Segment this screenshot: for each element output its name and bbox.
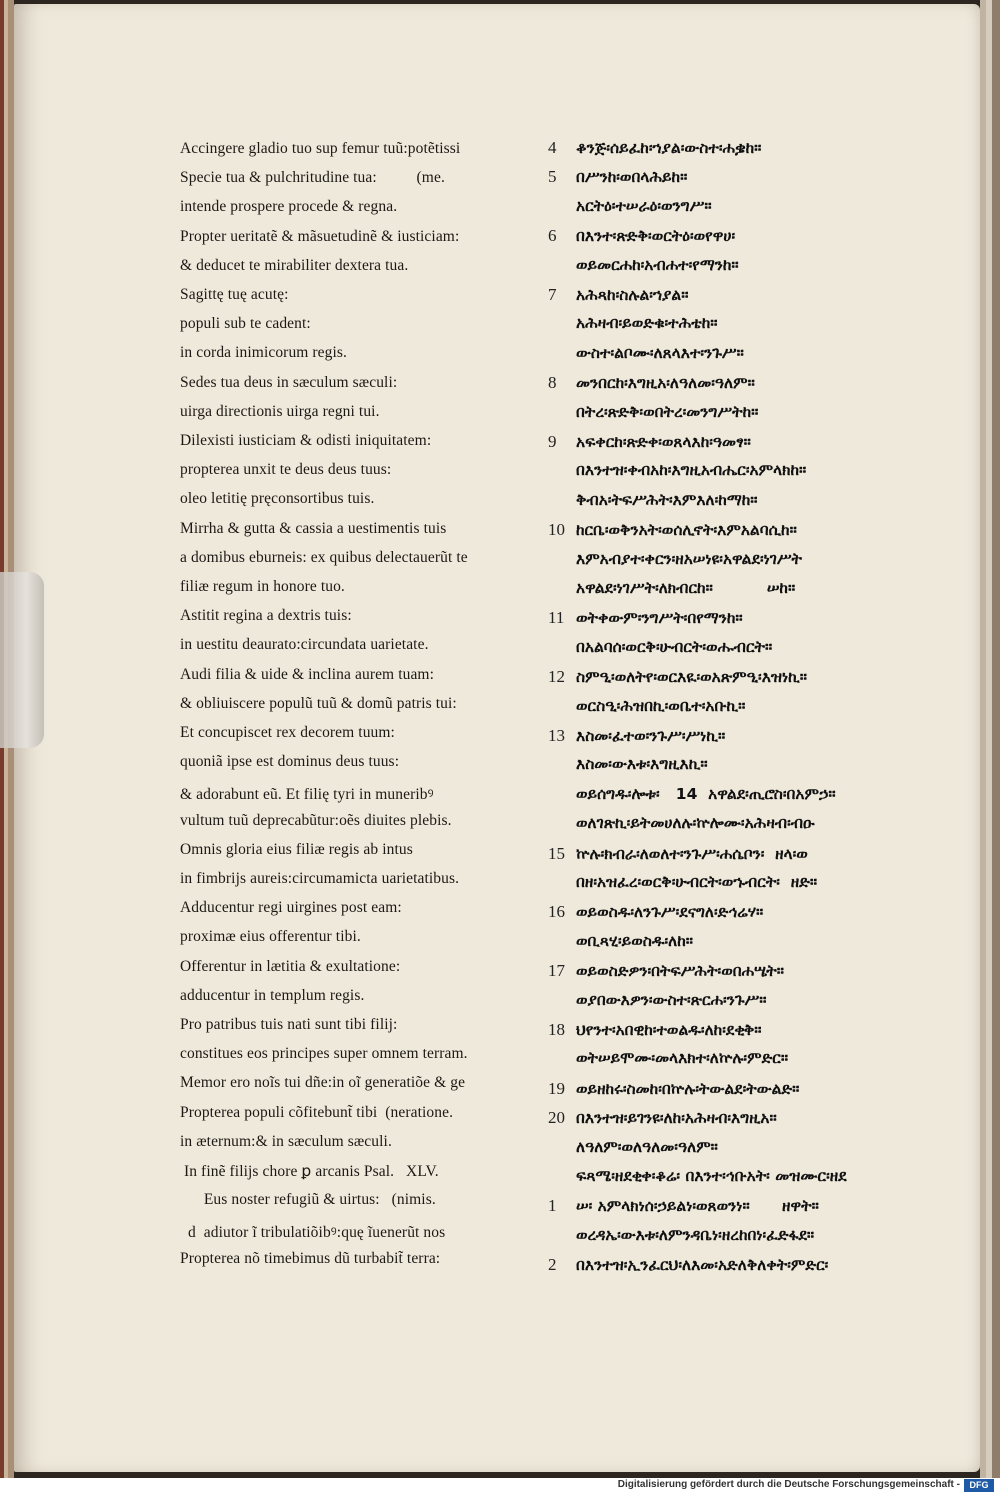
- latin-line: in fimbrijs aureis:circumamicta uarietatibus.: [180, 870, 460, 887]
- page-clip: [0, 572, 44, 748]
- geez-line: [548, 991, 978, 1010]
- geez-line: [548, 697, 978, 716]
- geez-text: በአልባሰ፡ወርቅ፡ሁብርት፡ወሑብርት።: [576, 637, 773, 656]
- latin-line: & obliuiscere populũ tuũ & domũ patris tui:: [180, 694, 457, 712]
- geez-line: [548, 1049, 978, 1068]
- latin-line: Mirrha & gutta & cassia a uestimentis tuis: [180, 519, 447, 537]
- geez-text: ወይወስዱ፡ለንጉሥ፡ደናግለ፡ድኅሬሃ።: [576, 903, 764, 922]
- verse-number: 13: [548, 726, 565, 745]
- verse-number: 6: [548, 226, 557, 246]
- geez-line: [548, 314, 978, 333]
- geez-line: [548, 638, 978, 657]
- geez-line: [548, 491, 978, 510]
- verse-number: 10: [548, 520, 565, 540]
- geez-line: [548, 1226, 978, 1245]
- latin-line: & adorabunt eũ. Et filię tyri in muneribꝰ: [180, 786, 434, 804]
- geez-text: ወይዘከሩ፡ስመከ፡በኵሉ፡ትውልደ፡ትውልድ።: [576, 1079, 800, 1098]
- latin-line: d adiutor ĩ tribulatiõibꝰ:quę ĩuenerũt nos: [180, 1224, 446, 1242]
- verse-number: 12: [548, 667, 565, 687]
- geez-text: እምአብያተ፡ቀርን፡ዘአሠነዩ፡አዋልደ፡ነገሥት: [576, 549, 803, 568]
- latin-line: Propter ueritatẽ & mãsuetudinẽ & iusticiam:: [180, 227, 460, 245]
- geez-line: [548, 285, 978, 305]
- geez-text: ወትቀውም፡ንግሥት፡በየማንከ።: [576, 609, 743, 628]
- latin-line: propterea unxit te deus deus tuus:: [180, 461, 392, 479]
- verse-number: 1: [548, 1196, 557, 1216]
- verse-number: 20: [548, 1108, 565, 1128]
- latin-line: populi sub te cadent:: [180, 315, 311, 333]
- geez-text: በእንተዝ፡ኢንፈርህ፡ለእመ፡አድለቅለቀት፡ምድር፡: [576, 1256, 829, 1275]
- geez-line: [548, 1255, 978, 1275]
- geez-text: ሠ፡ አምላክነሰ፡ኃይልነ፡ወጸወንነ። ዘዋት።: [576, 1197, 819, 1216]
- geez-line: [548, 902, 978, 922]
- geez-text: ቆንጅ፡ሰይፈከ፡ኀያል፡ውስተ፡ሐቌከ።: [576, 139, 762, 157]
- geez-text: ህየንተ፡አበዊከ፡ተወልዱ፡ለከ፡ደቂቅ።: [576, 1021, 762, 1039]
- geez-text: ወይወስድዎን፡በትፍሥሕት፡ወበሐሤት።: [576, 962, 784, 981]
- latin-line: vultum tuũ deprecabũtur:oẽs diuites plebis.: [180, 811, 452, 829]
- geez-line: [548, 1138, 978, 1157]
- latin-line: oleo letitię pręconsortibus tuis.: [180, 490, 375, 508]
- verse-number: 15: [548, 843, 565, 863]
- footer-credit: Digitalisierung gefördert durch die Deutsche Forschungsgemeinschaft -: [617, 1479, 960, 1490]
- geez-text: ወይመርሐከ፡አብሐተ፡የማንከ።: [576, 255, 739, 274]
- dfg-logo: DFG: [964, 1479, 994, 1492]
- latin-line: in corda inimicorum regis.: [180, 344, 348, 362]
- latin-line: Omnis gloria eius filiæ regis ab intus: [180, 840, 413, 858]
- geez-line: [548, 403, 978, 422]
- latin-line: Eus noster refugiũ & uirtus: (nimis.: [180, 1191, 436, 1209]
- verse-number: 2: [548, 1255, 557, 1275]
- geez-line: [548, 373, 978, 393]
- latin-line: In finẽ filijs chore ꝑ arcanis Psal. XLV.: [180, 1163, 439, 1180]
- geez-text: ስምዒ፡ወለትየ፡ወርእዪ፡ወአጽምዒ፡እዝነኪ።: [576, 668, 808, 687]
- verse-number: 7: [548, 285, 557, 304]
- geez-line: [548, 814, 978, 833]
- latin-line: in uestitu deaurato:circundata uarietate.: [180, 636, 429, 654]
- geez-line: [548, 667, 978, 687]
- verse-number: 17: [548, 961, 565, 981]
- geez-text: ለዓለም፡ወለዓለመ፡ዓለም።: [576, 1137, 718, 1156]
- latin-line: Dilexisti iusticiam & odisti iniquitatem:: [180, 432, 432, 449]
- geez-line: [548, 1167, 978, 1186]
- latin-line: constitues eos principes super omnem terram.: [180, 1045, 468, 1063]
- geez-text: እስመ፡ፈተወ፡ንጉሥ፡ሥነኪ።: [576, 727, 726, 745]
- geez-text: በዘ፡አዝፈረ፡ወርቅ፡ሁብርት፡ወኁብርት፡ ዘድ።: [576, 873, 818, 891]
- geez-text: አሕጻከ፡ስሉል፡ኀያል።: [576, 286, 689, 304]
- latin-line: & deducet te mirabiliter dextera tua.: [180, 256, 409, 274]
- geez-line: [548, 256, 978, 275]
- book-right-edge: [980, 0, 1000, 1478]
- verse-number: 9: [548, 432, 557, 451]
- geez-line: [548, 755, 978, 774]
- verse-number: 8: [548, 373, 557, 393]
- geez-text: ከርቤ፡ወቅንአት፡ወሰሊኖት፡እምአልባሲከ።: [576, 521, 797, 540]
- latin-line: in æternum:& in sæculum sæculi.: [180, 1132, 392, 1150]
- geez-text: በእንተ፡ጽድቅ፡ወርትዕ፡ወየዋሀ፡: [576, 227, 736, 246]
- verse-number: 18: [548, 1020, 565, 1039]
- geez-line: [548, 608, 978, 628]
- latin-line: quoniã ipse est dominus deus tuus:: [180, 753, 400, 771]
- geez-line: [548, 844, 978, 864]
- verse-number: 5: [548, 167, 557, 187]
- geez-text: ወይሰግዱ፡ሎቱ፡ 14 አዋልደ፡ጢሮስ፡በአምኃ።: [576, 784, 836, 803]
- latin-line: Adducentur regi uirgines post eam:: [180, 899, 402, 917]
- geez-line: [548, 961, 978, 981]
- geez-text: ወረዳኤ፡ውእቱ፡ለምንዳቤነ፡ዘረከበነ፡ፈድፋደ።: [576, 1225, 815, 1244]
- verse-number: 4: [548, 138, 557, 157]
- latin-line: Sagittę tuę acutę:: [180, 286, 289, 303]
- geez-text: እስመ፡ውእቱ፡እግዚእኪ።: [576, 755, 708, 774]
- geez-line: [548, 226, 978, 246]
- geez-text: ወቢጻሂ፡ይወስዱ፡ለከ።: [576, 931, 694, 950]
- latin-line: filiæ regum in honore tuo.: [180, 578, 345, 595]
- geez-text: አርትዕ፡ተሠራዕ፡ወንግሥ።: [576, 196, 712, 215]
- geez-text: አፍቀርከ፡ጽድቀ፡ወጸላእከ፡ዓመፃ።: [576, 433, 751, 451]
- geez-text: ፍጻሜ፡ዘደቂቀ፡ቆሬ፡ በእንተ፡ኅቡአት፡ መዝሙር፡ዘደ: [576, 1167, 847, 1185]
- geez-text: ቅብአ፡ትፍሥሕት፡እምእለ፡ከማከ።: [576, 490, 758, 509]
- latin-line: Offerentur in lætitia & exultatione:: [180, 957, 401, 975]
- latin-line: intende prospere procede & regna.: [180, 198, 398, 216]
- geez-line: [548, 167, 978, 187]
- latin-line: Propterea nõ timebimus dũ turbabit̃ terra:: [180, 1249, 441, 1267]
- geez-text: ወለገጽኪ፡ይትመሀለሉ፡ኵሎሙ፡አሕዛብ፡ብዑ: [576, 814, 815, 833]
- latin-line: proximæ eius offerentur tibi.: [180, 928, 361, 946]
- geez-line: [548, 432, 978, 452]
- geez-text: መንበርከ፡እግዚአ፡ለዓለመ፡ዓለም።: [576, 374, 755, 393]
- latin-line: Accingere gladio tuo sup femur tuũ:potẽtissi: [180, 140, 461, 157]
- geez-text: ወትሠይሞሙ፡መላእክተ፡ለኵሉ፡ምድር።: [576, 1049, 789, 1068]
- geez-line: [548, 932, 978, 951]
- geez-text: በትረ፡ጽድቅ፡ወበትረ፡መንግሥትከ።: [576, 402, 759, 421]
- geez-text: ወያበውእዎን፡ውስተ፡ጽርሐ፡ንጉሥ።: [576, 990, 767, 1009]
- geez-line: [548, 197, 978, 216]
- geez-text: ኵሉ፡ክብራ፡ለወለተ፡ንጉሥ፡ሐሴቦን፡ ዘላ፡ወ: [576, 844, 808, 863]
- latin-line: uirga directionis uirga regni tui.: [180, 402, 380, 420]
- geez-line: [548, 520, 978, 540]
- geez-line: [548, 1079, 978, 1099]
- latin-line: Sedes tua deus in sæculum sæculi:: [180, 373, 398, 391]
- geez-line: [548, 726, 978, 746]
- latin-line: Propterea populi cõfitebunt̃ tibi (neratione.: [180, 1103, 454, 1121]
- latin-line: Audi filia & uide & inclina aurem tuam:: [180, 665, 434, 683]
- geez-line: [548, 344, 978, 363]
- geez-text: አዋልደ፡ነገሥት፡ለክብርከ። ሠከ።: [576, 579, 796, 597]
- geez-line: [548, 1020, 978, 1040]
- geez-text: ወርስዒ፡ሕዝበኪ፡ወቤተ፡አቡኪ።: [576, 696, 746, 715]
- latin-line: Et concupiscet rex decorem tuum:: [180, 724, 395, 741]
- geez-line: [548, 1196, 978, 1216]
- verse-number: 16: [548, 902, 565, 922]
- geez-line: [548, 785, 978, 804]
- latin-line: a domibus eburneis: ex quibus delectauerũt te: [180, 548, 468, 566]
- verse-number: 19: [548, 1078, 565, 1098]
- geez-text: በሥንከ፡ወበላሕይከ።: [576, 168, 688, 187]
- geez-line: [548, 873, 978, 892]
- geez-line: [548, 138, 978, 158]
- latin-line: Specie tua & pulchritudine tua: (me.: [180, 169, 445, 187]
- geez-text: በእንተዝ፡ይገንዩ፡ለከ፡አሕዛብ፡እግዚአ።: [576, 1109, 777, 1128]
- latin-line: adducentur in templum regis.: [180, 986, 365, 1004]
- geez-line: [548, 461, 978, 480]
- geez-line: [548, 550, 978, 569]
- geez-line: [548, 579, 978, 598]
- latin-line: Astitit regina a dextris tuis:: [180, 607, 352, 625]
- latin-line: Memor ero noĩs tui dñe:in oĩ generatiõe & ge: [180, 1074, 466, 1092]
- geez-text: ውስተ፡ልቦሙ፡ለጸላእተ፡ንጉሥ።: [576, 343, 744, 362]
- verse-number: 11: [548, 608, 565, 628]
- geez-line: [548, 1108, 978, 1128]
- digitization-footer: [0, 1478, 1000, 1494]
- geez-text: በእንተዝ፡ቀብአከ፡እግዚአብሔር፡አምላክከ።: [576, 461, 807, 480]
- latin-line: Pro patribus tuis nati sunt tibi filij:: [180, 1016, 398, 1033]
- geez-text: አሕዛብ፡ይወድቁ፡ተሕቴከ።: [576, 314, 718, 333]
